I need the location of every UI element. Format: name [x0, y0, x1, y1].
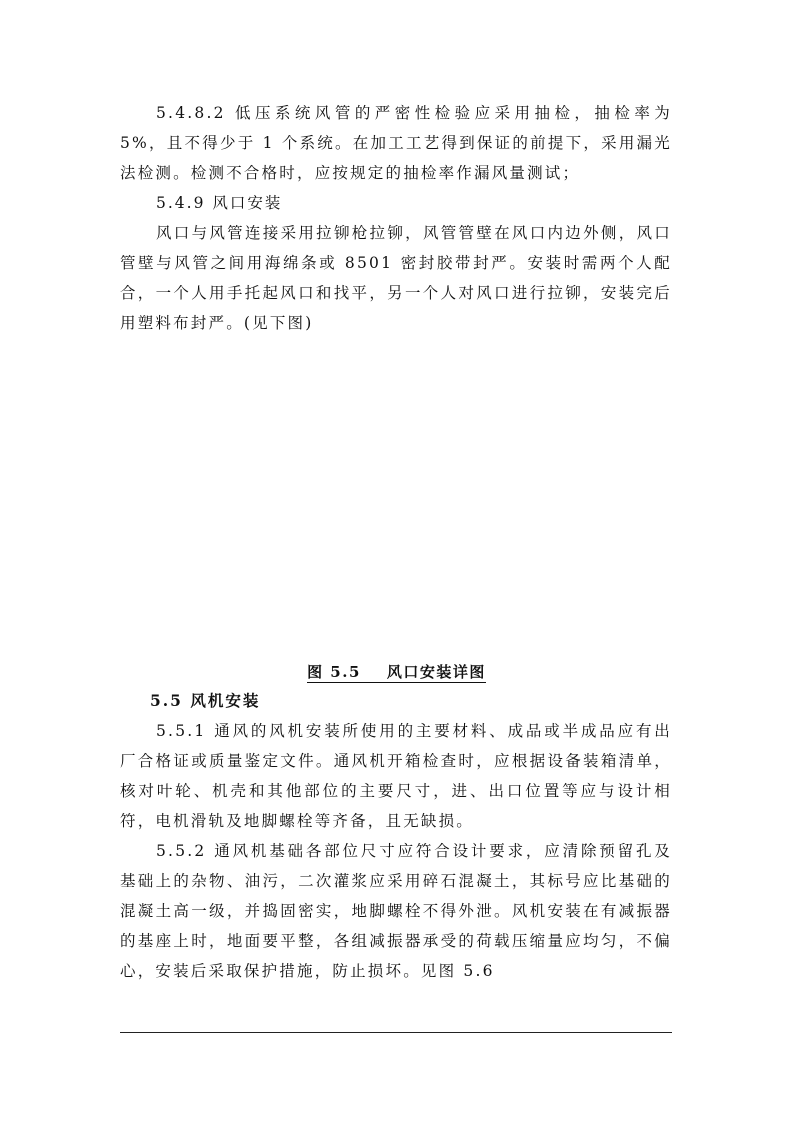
paragraph-5-5-2: 5.5.2 通风机基础各部位尺寸应符合设计要求，应清除预留孔及基础上的杂物、油污，二次灌浆应采用碎石混凝土，其标号应比基础的混凝土高一级，并捣固密实，地脚螺栓不得外泄。风机安装在有减振器的基座上时，地面要平整，各组减振器承受的荷载压缩量应均匀，不偏心，安装后采取保护措施，防止损坏。见图 5.6 [120, 842, 672, 980]
figure-number: 图 5.5 [307, 663, 361, 681]
heading-5-5: 5.5 风机安装 [150, 691, 261, 710]
paragraph-5-4-9: 风口与风管连接采用拉铆枪拉铆，风管管壁在风口内边外侧，风口管壁与风管之间用海绵条或 8501 密封胶带封严。安装时需两个人配合，一个人用手托起风口和找平，另一个人对风口进行拉铆，安装完后用塑料布封严。(见下图) [120, 224, 672, 332]
figure-caption-underlined [307, 663, 486, 683]
figure-placeholder [120, 345, 672, 645]
paragraph-5-4-8-2: 5.4.8.2 低压系统风管的严密性检验应采用抽检，抽检率为 5%，且不得少于 1 个系统。在加工工艺得到保证的前提下，采用漏光法检测。检测不合格时，应按规定的抽检率作漏风量测试； [120, 104, 672, 182]
footer-divider [120, 1032, 672, 1033]
figure-title: 风口安装详图 [386, 663, 486, 681]
figure-caption [0, 658, 793, 686]
heading-5-4-9: 5.4.9 风口安装 [156, 194, 283, 212]
paragraph-5-5-1: 5.5.1 通风的风机安装所使用的主要材料、成品或半成品应有出厂合格证或质量鉴定文件。通风机开箱检查时，应根据设备装箱清单，核对叶轮、机壳和其他部位的主要尺寸，进、出口位置等应与设计相符，电机滑轨及地脚螺栓等齐备，且无缺损。 [120, 722, 672, 830]
